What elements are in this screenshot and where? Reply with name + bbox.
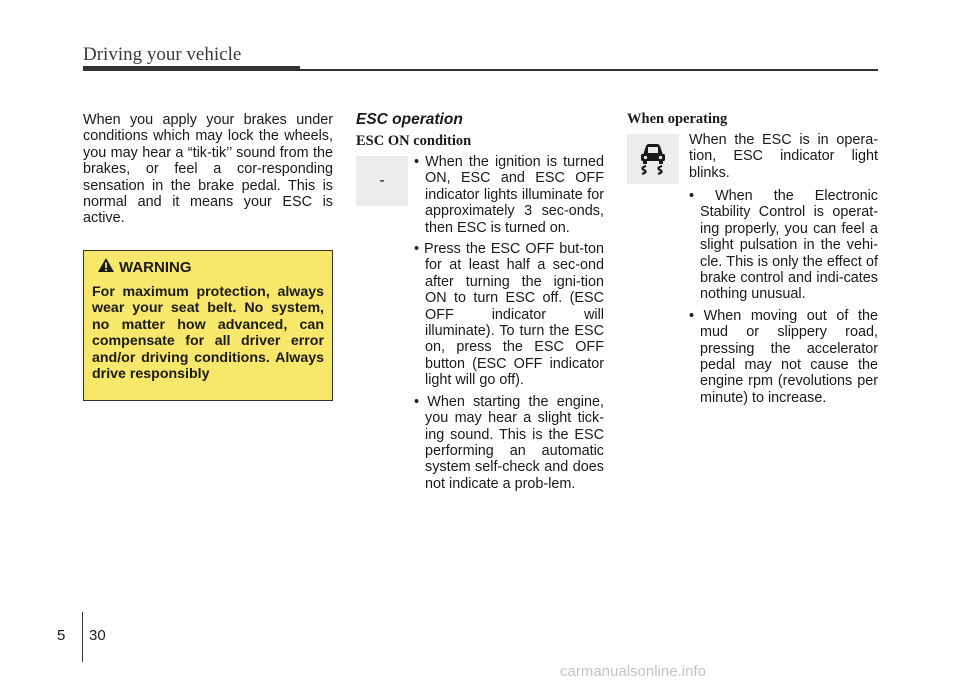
esc-indicator-placeholder <box>356 156 408 206</box>
warning-title: WARNING <box>119 259 192 276</box>
page-number: 30 <box>89 627 106 644</box>
watermark-text: carmanualsonline.info <box>560 663 706 680</box>
indicator-dash: - <box>379 172 385 189</box>
list-item: • When the ignition is turned ON, ESC and ESC OFF indicator lights illuminate for approximately 3 sec-onds, then ESC is turned on. <box>414 154 604 236</box>
page-header-title: Driving your vehicle <box>83 44 242 65</box>
footer-divider <box>82 612 83 662</box>
when-operating-list <box>689 188 878 411</box>
esc-on-condition-subheading: ESC ON condition <box>356 133 472 149</box>
warning-box <box>83 250 333 401</box>
list-item: • When starting the engine, you may hear a slight tick-ing sound. This is the ESC performing an automatic system self-check and does not indicate a prob-lem. <box>414 393 604 492</box>
esc-indicator-box <box>627 134 679 184</box>
esc-operation-heading: ESC operation <box>356 111 463 128</box>
when-operating-subheading: When operating <box>627 111 728 127</box>
intro-column <box>83 112 333 227</box>
intro-paragraph: When you apply your brakes under conditions which may lock the wheels, you may hear a “tik-tik’’ sound from the brakes, or feel a cor-responding sensation in the brake pedal. This is normal and it means your ESC is active. <box>83 112 333 227</box>
header-rule-thin <box>300 69 878 71</box>
when-operating-intro <box>689 132 878 181</box>
esc-skid-car-icon <box>636 139 670 180</box>
when-operating-intro-text: When the ESC is in opera-tion, ESC indicator light blinks. <box>689 132 878 181</box>
page-section-number: 5 <box>57 627 66 644</box>
warning-text: For maximum protection, always wear your seat belt. No system, no matter how advanced, can compensate for all driver error and/or driving conditions. Always drive responsibly <box>92 284 324 383</box>
list-item: • Press the ESC OFF but-ton for at least half a sec-ond after turning the igni-tion ON to turn ESC off. (ESC OFF indicator will illuminate). To turn the ESC on, press the ESC OFF button (ESC OFF indicator light will go off). <box>414 241 604 389</box>
list-item: • When moving out of the mud or slippery road, pressing the accelerator pedal may not cause the engine rpm (revolutions per minute) to increase. <box>689 307 878 406</box>
warning-header <box>97 257 324 278</box>
esc-on-condition-list <box>414 154 604 497</box>
warning-triangle-icon <box>97 257 115 278</box>
header-rule-thick <box>83 66 300 71</box>
list-item: • When the Electronic Stability Control is operat-ing properly, you can feel a slight pulsation in the vehi-cle. This is only the effect of brake control and indi-cates nothing unusual. <box>689 188 878 303</box>
